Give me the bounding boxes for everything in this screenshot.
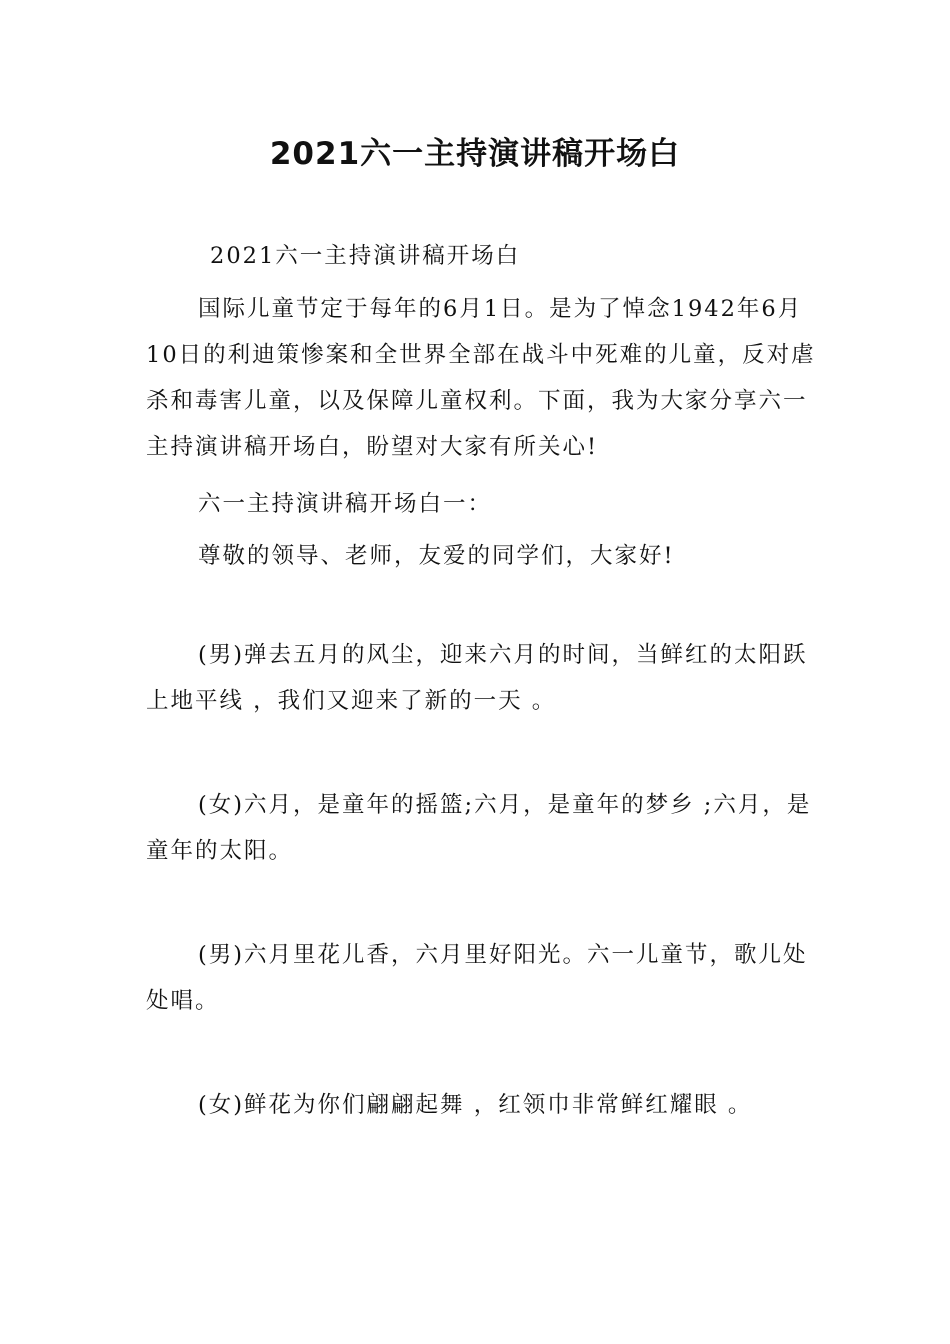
dialogue-line-male-2: (男)六月里花儿香，六月里好阳光。六一儿童节，歌儿处处唱。: [146, 942, 808, 1014]
intro-paragraph: 国际儿童节定于每年的6月1日。是为了悼念1942年6月10日的利迪策惨案和全世界全部在战斗中死难的儿童，反对虐杀和毒害儿童，以及保障儿童权利。下面，我为大家分享六一主持演讲稿开场白，盼望对大家有所关心!: [146, 296, 816, 460]
document-subtitle: 2021六一主持演讲稿开场白: [210, 243, 521, 269]
dialogue-line-female-1: (女)六月，是童年的摇篮;六月，是童年的梦乡 ;六月，是童年的太阳。: [146, 792, 812, 864]
dialogue-line-female-2: (女)鲜花为你们翩翩起舞 ，红领巾非常鲜红耀眼 。: [198, 1092, 753, 1118]
dialogue-line-male-1: (男)弹去五月的风尘，迎来六月的时间，当鲜红的太阳跃上地平线 ，我们又迎来了新的一天 。: [146, 642, 808, 714]
document-title: 2021六一主持演讲稿开场白: [269, 136, 681, 172]
greeting-paragraph: 尊敬的领导、老师，友爱的同学们，大家好!: [198, 543, 675, 569]
section-heading: 六一主持演讲稿开场白一：: [198, 491, 493, 517]
